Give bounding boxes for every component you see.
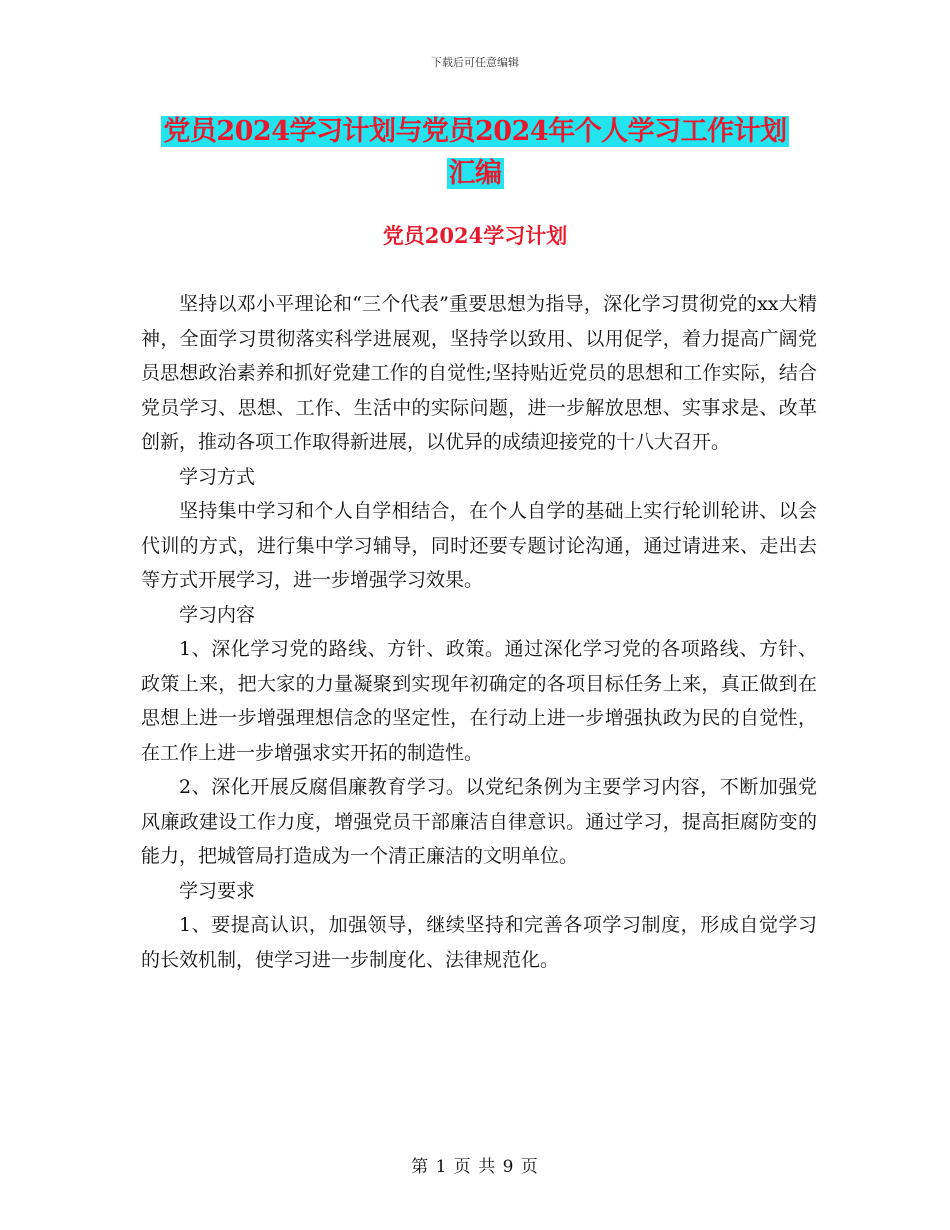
main-title-text-2: 汇编 — [448, 158, 502, 189]
heading-study-content: 学习内容 — [179, 603, 256, 626]
page-footer: 第 1 页 共 9 页 — [411, 1157, 539, 1177]
header-note: 下载后可任意编辑 — [431, 56, 519, 69]
paragraph-content-1: 1、深化学习党的路线、方针、政策。通过深化学习党的各项路线、方针、政策上来，把大家的力量凝聚到实现年初确定的各项目标任务上来，真正做到在思想上进一步增强理想信念的坚定性，在行动上进一步增强执政为民的自觉性，在工作上进一步增强求实开拓的制造性。 — [141, 638, 817, 764]
main-title-text-1: 党员2024学习计划与党员2024年个人学习工作计划 — [163, 116, 787, 147]
main-title-line-1 — [0, 112, 950, 152]
section-title: 党员2024学习计划 — [382, 223, 568, 248]
paragraph-study-method: 坚持集中学习和个人自学相结合，在个人自学的基础上实行轮训轮讲、以会代训的方式，进行集中学习辅导，同时还要专题讨论沟通，通过请进来、走出去等方式开展学习，进一步增强学习效果。 — [141, 500, 817, 591]
paragraph-content-2: 2、深化开展反腐倡廉教育学习。以党纪条例为主要学习内容，不断加强党风廉政建设工作力度，增强党员干部廉洁自律意识。通过学习，提高拒腐防变的能力，把城管局打造成为一个清正廉洁的文明单位。 — [141, 776, 817, 867]
paragraph-intro: 坚持以邓小平理论和“三个代表”重要思想为指导，深化学习贯彻党的xx大精神，全面学习贯彻落实科学进展观，坚持学以致用、以用促学，着力提高广阔党员思想政治素养和抓好党建工作的自觉性;坚持贴近党员的思想和工作实际，结合党员学习、思想、工作、生活中的实际问题，进一步解放思想、实事求是、改革创新，推动各项工作取得新进展，以优异的成绩迎接党的十八大召开。 — [141, 293, 817, 453]
paragraph-requirement-1: 1、要提高认识，加强领导，继续坚持和完善各项学习制度，形成自觉学习的长效机制，使学习进一步制度化、法律规范化。 — [141, 914, 817, 971]
heading-study-method: 学习方式 — [179, 465, 256, 488]
heading-study-requirements: 学习要求 — [179, 879, 256, 902]
document-body — [141, 287, 817, 977]
main-title-line-2 — [0, 154, 950, 194]
